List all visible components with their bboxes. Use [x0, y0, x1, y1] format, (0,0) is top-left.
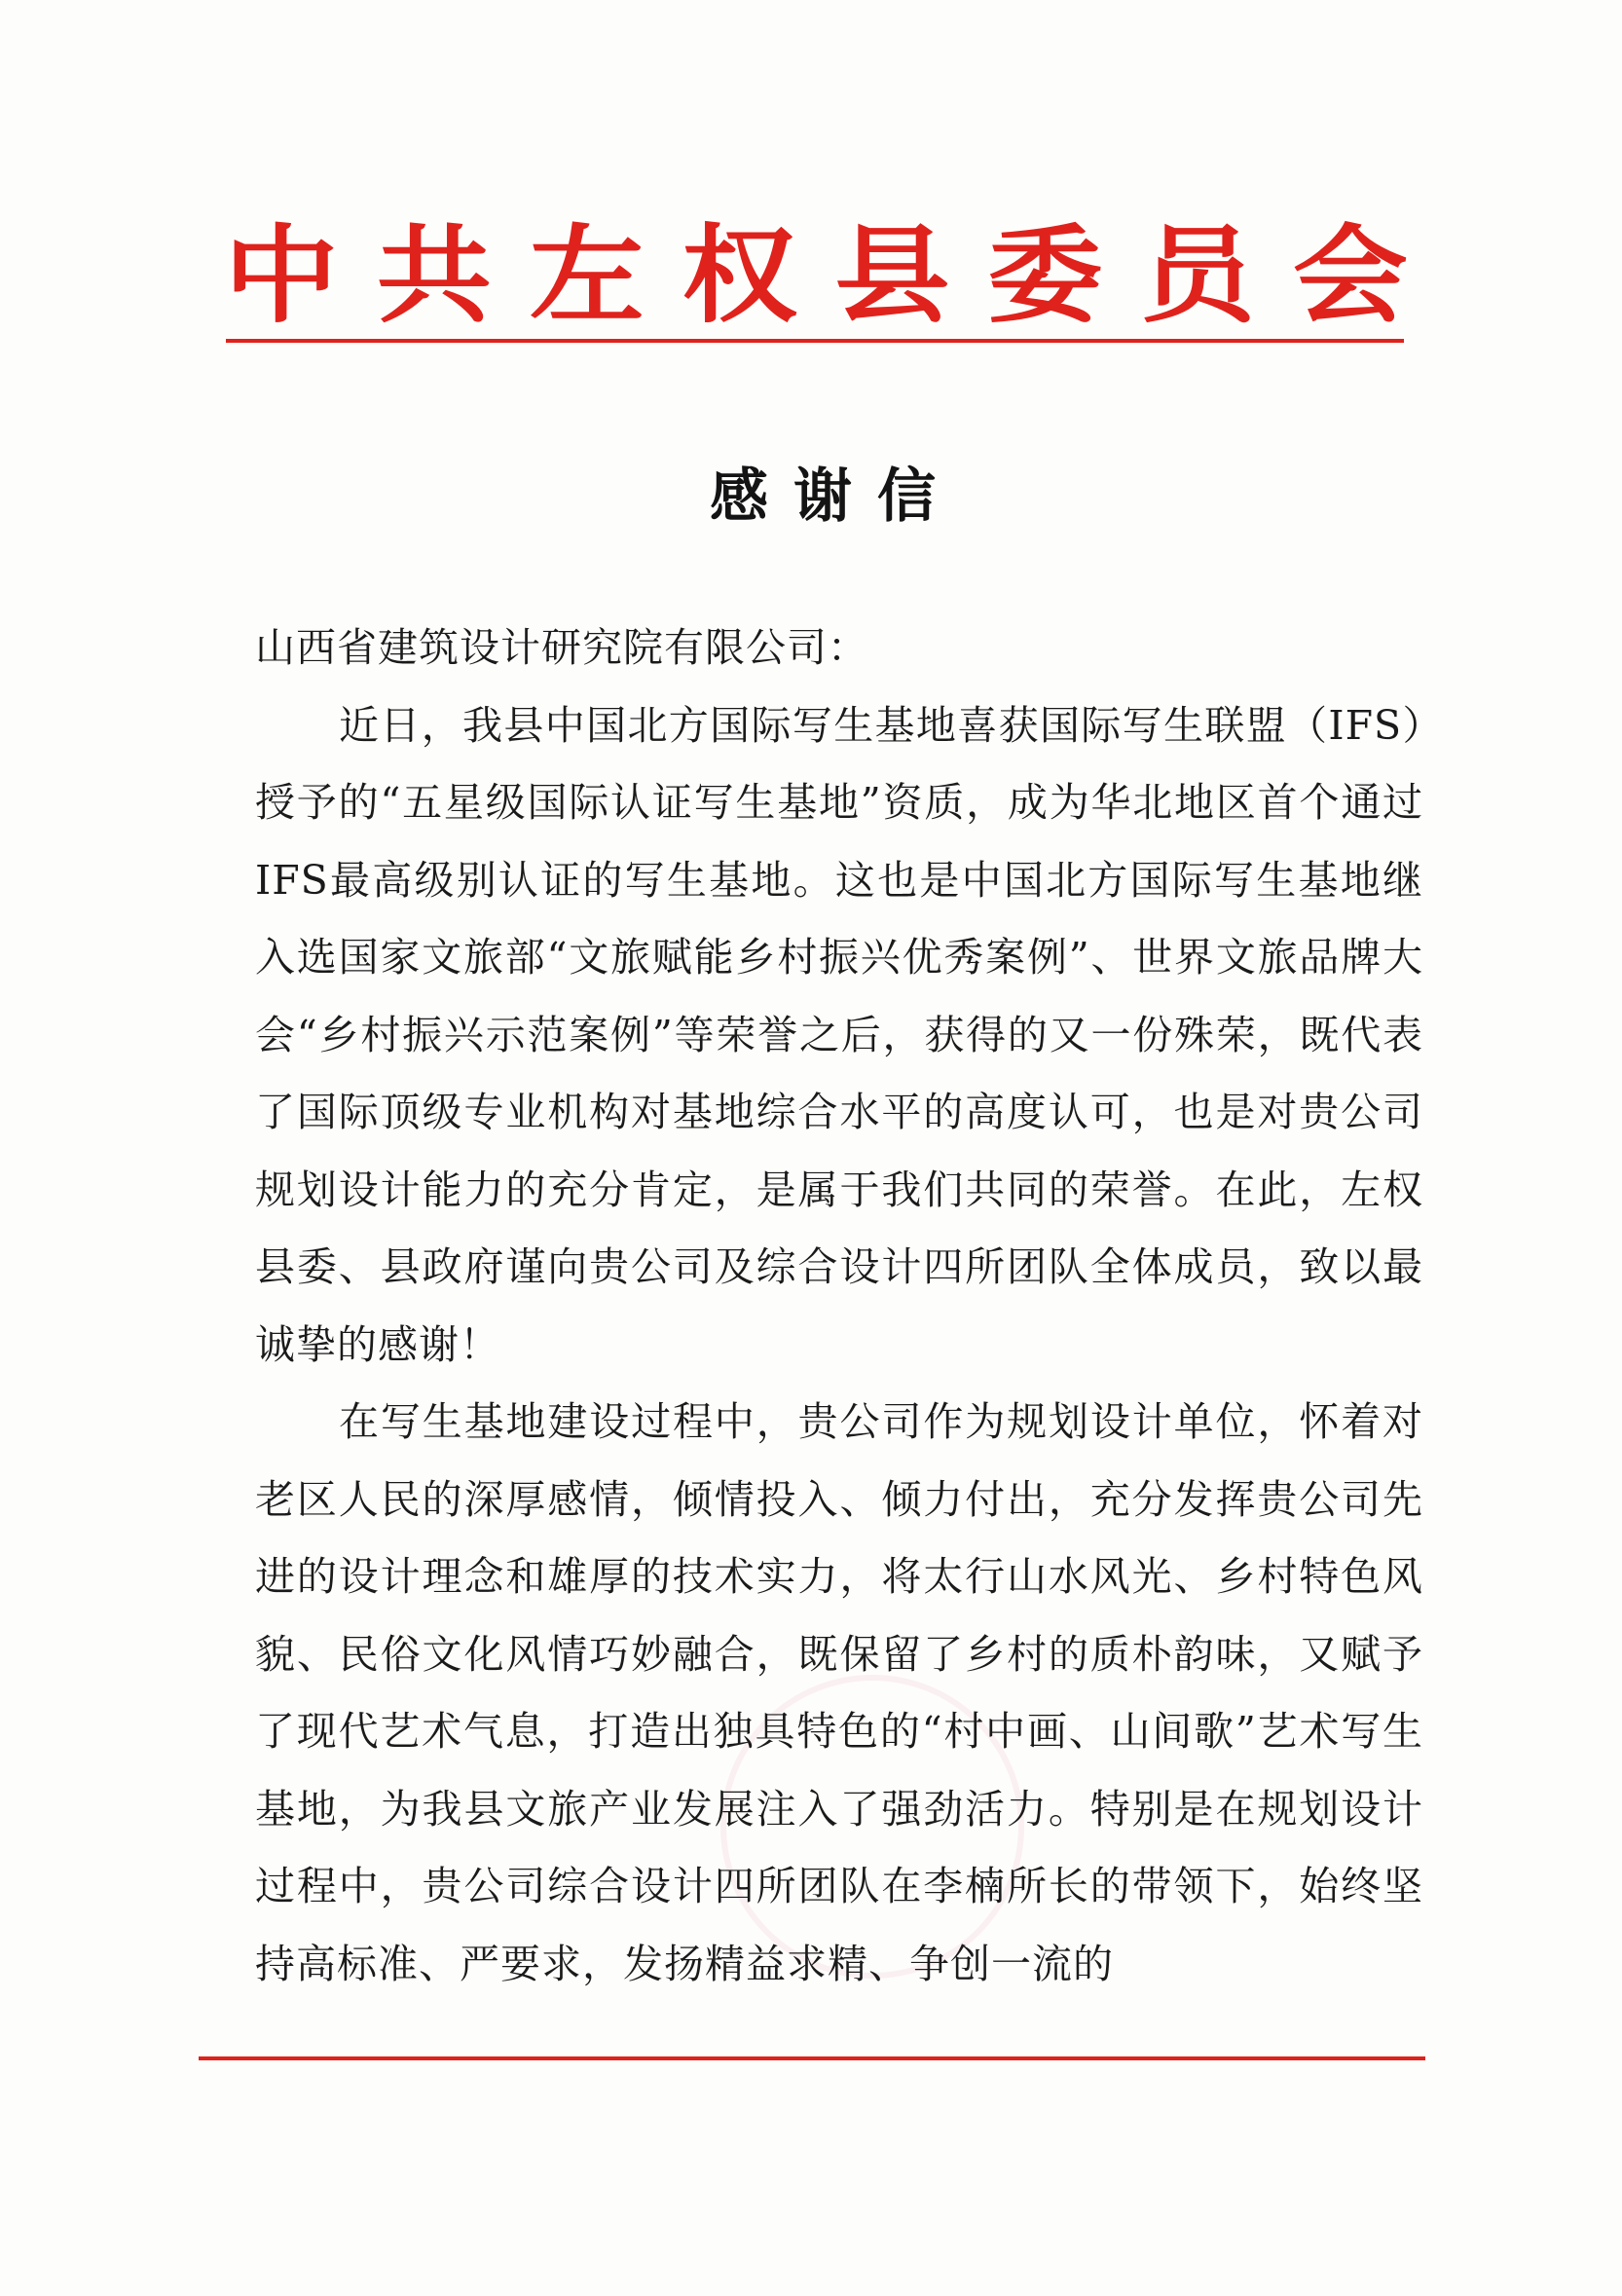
body-paragraph-2: 在写生基地建设过程中，贵公司作为规划设计单位，怀着对老区人民的深厚感情，倾情投入、倾力付出，充分发挥贵公司先进的设计理念和雄厚的技术实力，将太行山水风光、乡村特色风貌、民俗文化风情巧妙融合，既保留了乡村的质朴韵味，又赋予了现代艺术气息，打造出独具特色的“村中画、山间歌”艺术写生基地，为我县文旅产业发展注入了强劲活力。特别是在规划设计过程中，贵公司综合设计四所团队在李楠所长的带领下，始终坚持高标准、严要求，发扬精益求精、争创一流的: [255, 1398, 1423, 1987]
letterhead-char: 权: [682, 213, 797, 338]
footer-rule: [199, 2056, 1425, 2060]
letterhead-char: 中: [224, 213, 340, 338]
letterhead-title: [224, 203, 1408, 349]
letterhead-char: 委: [987, 213, 1103, 338]
letterhead-top-rule: [226, 339, 1404, 343]
body-paragraph-1: 近日，我县中国北方国际写生基地喜获国际写生联盟（IFS）授予的“五星级国际认证写生基地”资质，成为华北地区首个通过IFS最高级别认证的写生基地。这也是中国北方国际写生基地继入选国家文旅部“文旅赋能乡村振兴优秀案例”、世界文旅品牌大会“乡村振兴示范案例”等荣誉之后，获得的又一份殊荣，既代表了国际顶级专业机构对基地综合水平的高度认可，也是对贵公司规划设计能力的充分肯定，是属于我们共同的荣誉。在此，左权县委、县政府谨向贵公司及综合设计四所团队全体成员，致以最诚挚的感谢！: [255, 701, 1423, 1368]
letterhead-char: 员: [1140, 213, 1256, 338]
letterhead-char: 共: [376, 213, 492, 338]
salutation: 山西省建筑设计研究院有限公司：: [255, 624, 868, 671]
letter-body: [255, 610, 1423, 2003]
letter-title: 感谢信: [710, 463, 961, 531]
letterhead-char: 会: [1292, 213, 1408, 338]
letterhead-char: 县: [834, 213, 950, 338]
letterhead-char: 左: [529, 213, 645, 338]
